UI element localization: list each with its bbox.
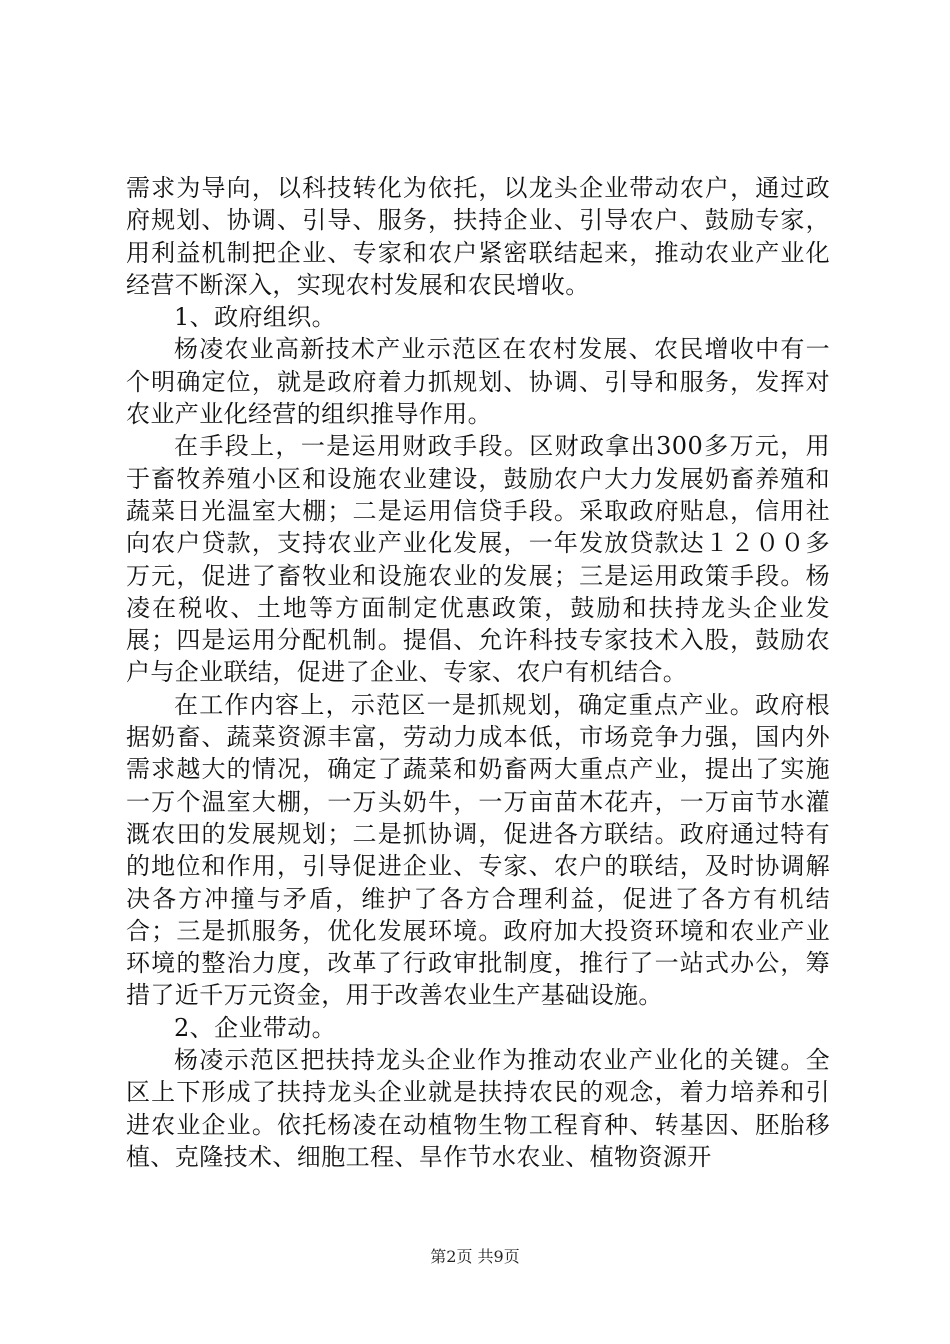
- page-footer: 第2页 共9页: [430, 1247, 520, 1266]
- section-heading-government: 1、政府组织。: [174, 303, 337, 332]
- paragraph-enterprise: 杨凌示范区把扶持龙头企业作为推动农业产业化的关键。全区上下形成了扶持龙头企业就是扶持农民的观念，着力培养和引进农业企业。依托杨凌在动植物生物工程育种、转基因、胚胎移植、克隆技术、细胞工程、旱作节水农业、植物资源开: [126, 1046, 830, 1171]
- paragraph-positioning: 杨凌农业高新技术产业示范区在农村发展、农民增收中有一个明确定位，就是政府着力抓规划、协调、引导和服务，发挥对农业产业化经营的组织推导作用。: [126, 335, 830, 429]
- paragraph-means: 在手段上，一是运用财政手段。区财政拿出300多万元，用于畜牧养殖小区和设施农业建设，鼓励农户大力发展奶畜养殖和蔬菜日光温室大棚；二是运用信贷手段。采取政府贴息，信用社向农户贷款，支持农业产业化发展，一年发放贷款达１２００多万元，促进了畜牧业和设施农业的发展；三是运用政策手段。杨凌在税收、土地等方面制定优惠政策，鼓励和扶持龙头企业发展；四是运用分配机制。提倡、允许科技专家技术入股，鼓励农户与企业联结，促进了企业、专家、农户有机结合。: [126, 432, 830, 687]
- section-heading-enterprise: 2、企业带动。: [174, 1013, 337, 1042]
- paragraph-work-content: 在工作内容上，示范区一是抓规划，确定重点产业。政府根据奶畜、蔬菜资源丰富，劳动力成本低，市场竞争力强，国内外需求越大的情况，确定了蔬菜和奶畜两大重点产业，提出了实施一万个温室大棚，一万头奶牛，一万亩苗木花卉，一万亩节水灌溉农田的发展规划；二是抓协调，促进各方联结。政府通过特有的地位和作用，引导促进企业、专家、农户的联结，及时协调解决各方冲撞与矛盾，维护了各方合理利益，促进了各方有机结合；三是抓服务，优化发展环境。政府加大投资环境和农业产业环境的整治力度，改革了行政审批制度，推行了一站式办公，筹措了近千万元资金，用于改善农业生产基础设施。: [126, 690, 830, 1010]
- document-body: [126, 172, 830, 1173]
- paragraph-continuation: 需求为导向，以科技转化为依托，以龙头企业带动农户，通过政府规划、协调、引导、服务，扶持企业、引导农户、鼓励专家，用利益机制把企业、专家和农户紧密联结起来，推动农业产业化经营不断深入，实现农村发展和农民增收。: [126, 174, 830, 299]
